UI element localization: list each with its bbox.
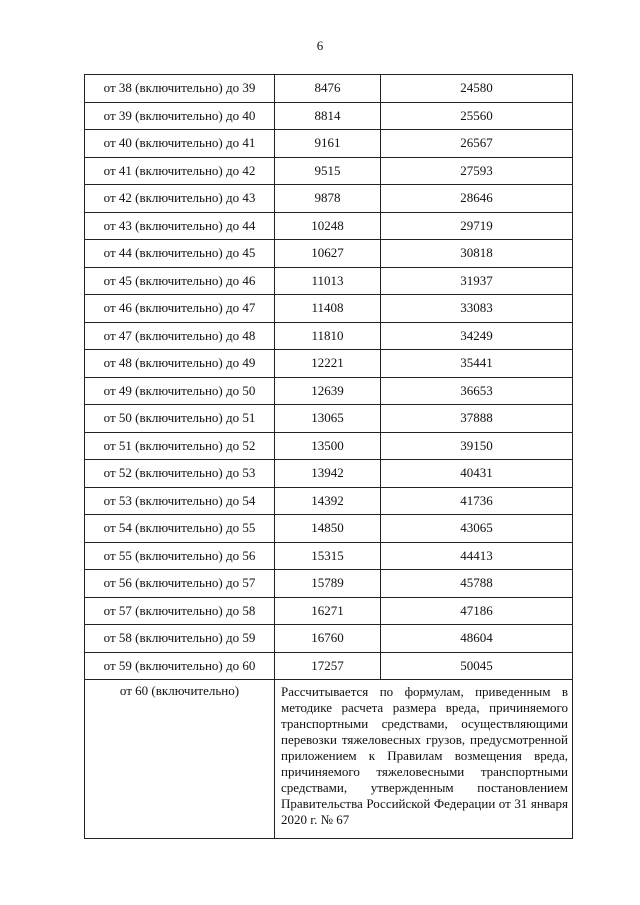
table-row xyxy=(85,377,573,405)
value-cell-2: 40431 xyxy=(381,460,573,488)
tariff-table xyxy=(84,74,573,839)
value-cell-2: 33083 xyxy=(381,295,573,323)
table-row xyxy=(85,597,573,625)
range-cell: от 59 (включительно) до 60 xyxy=(85,652,275,680)
value-cell-2: 30818 xyxy=(381,240,573,268)
range-cell: от 48 (включительно) до 49 xyxy=(85,350,275,378)
table-row xyxy=(85,350,573,378)
value-cell-1: 12639 xyxy=(275,377,381,405)
table-row xyxy=(85,267,573,295)
value-cell-2: 25560 xyxy=(381,102,573,130)
range-cell: от 58 (включительно) до 59 xyxy=(85,625,275,653)
table-row xyxy=(85,405,573,433)
value-cell-1: 16760 xyxy=(275,625,381,653)
range-cell: от 44 (включительно) до 45 xyxy=(85,240,275,268)
table-body xyxy=(85,75,573,680)
value-cell-1: 10248 xyxy=(275,212,381,240)
table-row xyxy=(85,515,573,543)
value-cell-2: 48604 xyxy=(381,625,573,653)
value-cell-2: 24580 xyxy=(381,75,573,103)
value-cell-1: 9161 xyxy=(275,130,381,158)
range-cell: от 43 (включительно) до 44 xyxy=(85,212,275,240)
value-cell-2: 45788 xyxy=(381,570,573,598)
value-cell-2: 39150 xyxy=(381,432,573,460)
value-cell-1: 13500 xyxy=(275,432,381,460)
value-cell-2: 34249 xyxy=(381,322,573,350)
value-cell-2: 26567 xyxy=(381,130,573,158)
range-cell: от 38 (включительно) до 39 xyxy=(85,75,275,103)
table-row xyxy=(85,652,573,680)
table-row xyxy=(85,240,573,268)
value-cell-1: 13065 xyxy=(275,405,381,433)
value-cell-2: 27593 xyxy=(381,157,573,185)
table-row xyxy=(85,295,573,323)
value-cell-1: 10627 xyxy=(275,240,381,268)
value-cell-1: 8476 xyxy=(275,75,381,103)
value-cell-1: 16271 xyxy=(275,597,381,625)
value-cell-2: 41736 xyxy=(381,487,573,515)
range-cell: от 45 (включительно) до 46 xyxy=(85,267,275,295)
table-row xyxy=(85,212,573,240)
range-cell: от 49 (включительно) до 50 xyxy=(85,377,275,405)
value-cell-1: 11810 xyxy=(275,322,381,350)
range-cell: от 60 (включительно) xyxy=(85,680,275,839)
table-row-final xyxy=(85,680,573,839)
table-row xyxy=(85,130,573,158)
range-cell: от 47 (включительно) до 48 xyxy=(85,322,275,350)
range-cell: от 54 (включительно) до 55 xyxy=(85,515,275,543)
value-cell-2: 31937 xyxy=(381,267,573,295)
table-row xyxy=(85,185,573,213)
value-cell-2: 50045 xyxy=(381,652,573,680)
value-cell-2: 44413 xyxy=(381,542,573,570)
range-cell: от 56 (включительно) до 57 xyxy=(85,570,275,598)
value-cell-1: 13942 xyxy=(275,460,381,488)
table-final-section xyxy=(85,680,573,839)
range-cell: от 39 (включительно) до 40 xyxy=(85,102,275,130)
table-row xyxy=(85,487,573,515)
range-cell: от 55 (включительно) до 56 xyxy=(85,542,275,570)
table-row xyxy=(85,460,573,488)
value-cell-1: 11408 xyxy=(275,295,381,323)
table-row xyxy=(85,102,573,130)
range-cell: от 57 (включительно) до 58 xyxy=(85,597,275,625)
value-cell-2: 37888 xyxy=(381,405,573,433)
value-cell-1: 12221 xyxy=(275,350,381,378)
value-cell-2: 29719 xyxy=(381,212,573,240)
range-cell: от 52 (включительно) до 53 xyxy=(85,460,275,488)
value-cell-2: 35441 xyxy=(381,350,573,378)
range-cell: от 41 (включительно) до 42 xyxy=(85,157,275,185)
value-cell-2: 43065 xyxy=(381,515,573,543)
page-number: 6 xyxy=(316,38,324,53)
table-row xyxy=(85,322,573,350)
range-cell: от 46 (включительно) до 47 xyxy=(85,295,275,323)
value-cell-1: 15789 xyxy=(275,570,381,598)
table-row xyxy=(85,625,573,653)
table-row xyxy=(85,157,573,185)
range-cell: от 51 (включительно) до 52 xyxy=(85,432,275,460)
value-cell-1: 14392 xyxy=(275,487,381,515)
table-row xyxy=(85,432,573,460)
value-cell-1: 9878 xyxy=(275,185,381,213)
table-row xyxy=(85,542,573,570)
table-row xyxy=(85,75,573,103)
range-cell: от 40 (включительно) до 41 xyxy=(85,130,275,158)
value-cell-2: 28646 xyxy=(381,185,573,213)
calculation-note-cell: Рассчитывается по формулам, приведенным в методике расчета размера вреда, причиняемого транспортными средствами, осуществляющими перевозки тяжеловесных грузов, предусмотренной приложением к Правилам возмещения вреда, причиняемого тяжеловесными транспортными средствами, утвержденным постановлением Правительства Российской Федерации от 31 января 2020 г. № 67 xyxy=(275,680,573,839)
range-cell: от 42 (включительно) до 43 xyxy=(85,185,275,213)
value-cell-1: 15315 xyxy=(275,542,381,570)
value-cell-2: 47186 xyxy=(381,597,573,625)
value-cell-1: 14850 xyxy=(275,515,381,543)
value-cell-1: 11013 xyxy=(275,267,381,295)
value-cell-2: 36653 xyxy=(381,377,573,405)
range-cell: от 53 (включительно) до 54 xyxy=(85,487,275,515)
table-row xyxy=(85,570,573,598)
value-cell-1: 17257 xyxy=(275,652,381,680)
range-cell: от 50 (включительно) до 51 xyxy=(85,405,275,433)
value-cell-1: 8814 xyxy=(275,102,381,130)
value-cell-1: 9515 xyxy=(275,157,381,185)
